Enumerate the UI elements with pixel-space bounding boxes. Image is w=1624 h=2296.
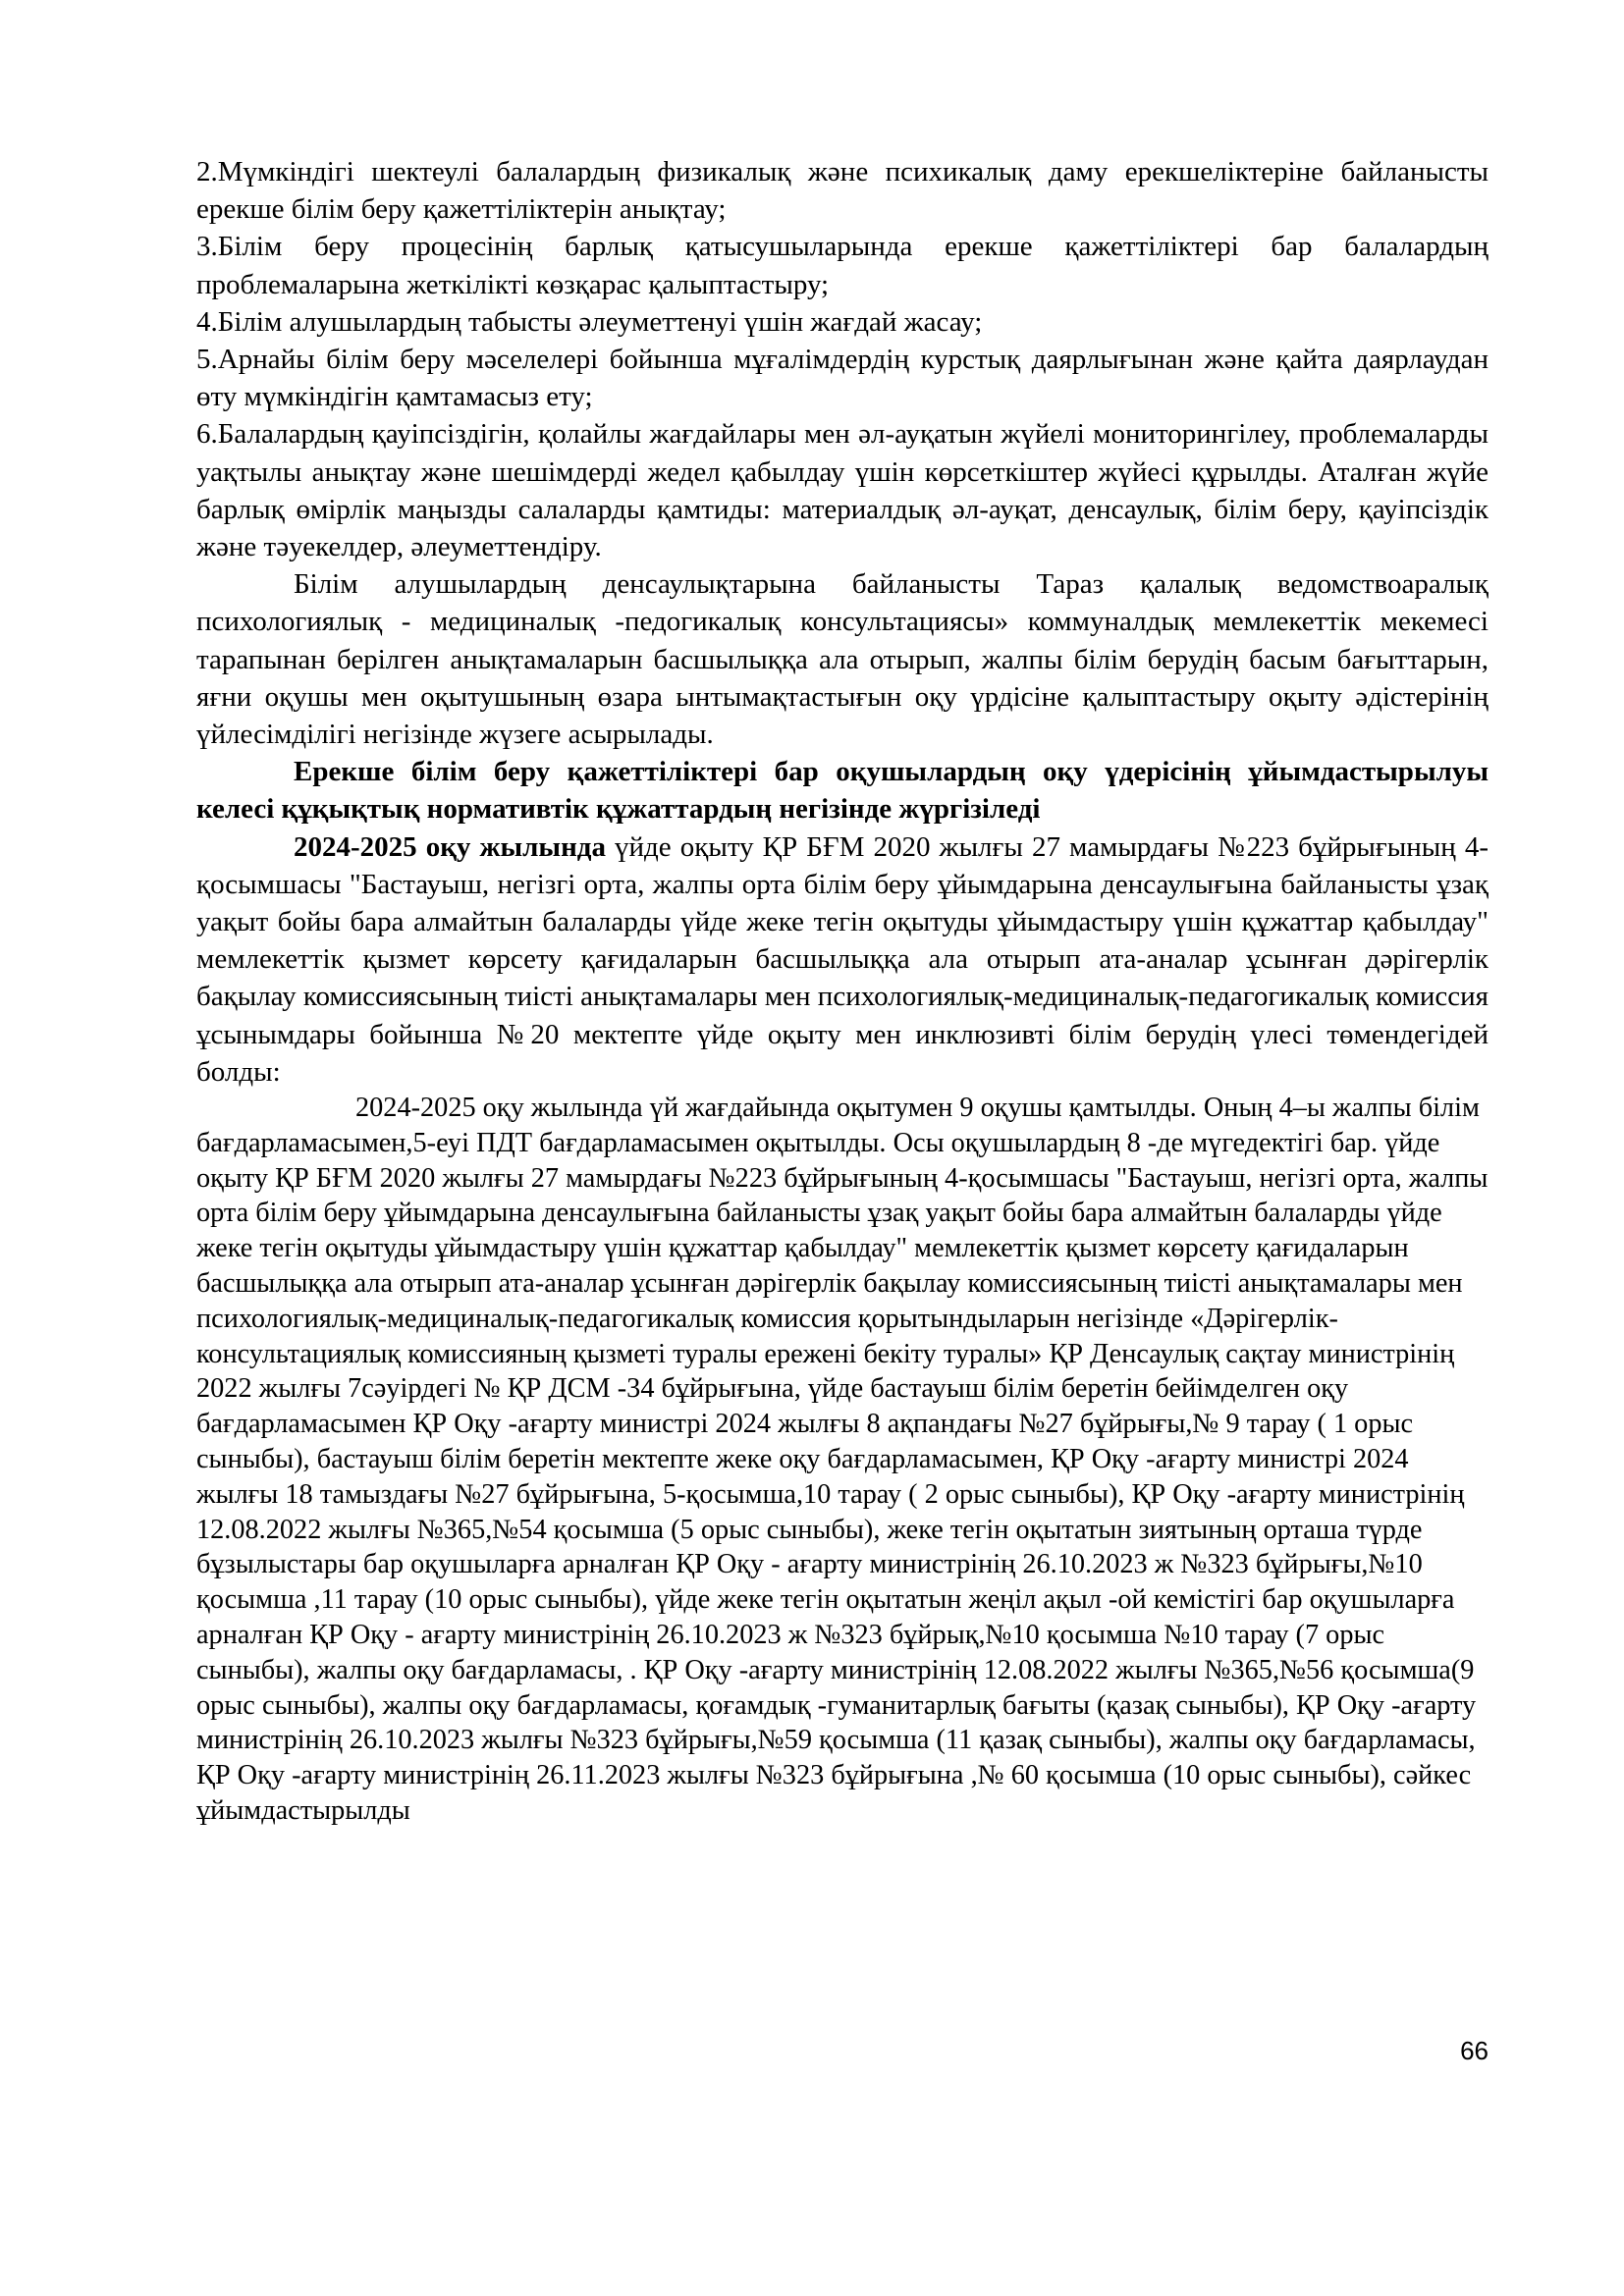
academic-year-lead: 2024-2025 оқу жылында bbox=[294, 830, 606, 863]
list-item-6: 6.Балалардың қауіпсіздігін, қолайлы жағдайлары мен әл-ауқатын жүйелі мониторингілеу, проблемаларды уақтылы анықтау және шешімдерді жедел қабылдау үшін көрсеткіштер жүйесі құрылды. Аталған жүйе барлық өмірлік маңызды салаларды қамтиды: материалдық әл-ауқат, денсаулық, білім беру, қауіпсіздік және тәуекелдер, әлеуметтендіру. bbox=[196, 418, 1489, 563]
academic-year-paragraph bbox=[196, 828, 1489, 1091]
home-schooling-detail-paragraph: 2024-2025 оқу жылында үй жағдайында оқытумен 9 оқушы қамтылды. Оның 4–ы жалпы білім бағдарламасымен,5-еуі ПДТ бағдарламасымен оқытылды. Осы оқушылардың 8 -де мүгедектігі бар. үйде оқыту ҚР БҒМ 2020 жылғы 27 мамырдағы №223 бұйрығының 4-қосымшасы "Бастауыш, негізгі орта, жалпы орта білім беру ұйымдарына денсаулығына байланысты ұзақ уақыт бойы бара алмайтын балаларды үйде жеке тегін оқытуды ұйымдастыру үшін құжаттар қабылдау" мемлекеттік қызмет көрсету қағидаларын басшылыққа ала отырып ата-аналар ұсынған дәрігерлік бақылау комиссиясының тиісті анықтамалары мен психологиялық-медициналық-педагогикалық комиссия қорытындыларын негізінде «Дәрігерлік-консультациялық комиссияның қызметі туралы ережені бекіту туралы» ҚР Денсаулық сақтау министрінің 2022 жылғы 7сәуірдегі № ҚР ДСМ -34 бұйрығына, үйде бастауыш білім беретін бейімделген оқу бағдарламасымен ҚР Оқу -ағарту министрі 2024 жылғы 8 ақпандағы №27 бұйрығы,№ 9 тарау ( 1 орыс сыныбы), бастауыш білім беретін мектепте жеке оқу бағдарламасымен, ҚР Оқу -ағарту министрі 2024 жылғы 18 тамыздағы №27 бұйрығына, 5-қосымша,10 тарау ( 2 орыс сыныбы), ҚР Оқу -ағарту министрінің 12.08.2022 жылғы №365,№54 қосымша (5 орыс сыныбы), жеке тегін оқытатын зиятының орташа түрде бұзылыстары бар оқушыларға арналған ҚР Оқу - ағарту министрінің 26.10.2023 ж №323 бұйрығы,№10 қосымша ,11 тарау (10 орыс сыныбы), үйде жеке тегін оқытатын жеңіл ақыл -ой кемістігі бар оқушыларға арналған ҚР Оқу - ағарту министрінің 26.10.2023 ж №323 бұйрық,№10 қосымша №10 тарау (7 орыс сыныбы), жалпы оқу бағдарламасы, . ҚР Оқу -ағарту министрінің 12.08.2022 жылғы №365,№56 қосымша(9 орыс сыныбы), жалпы оқу бағдарламасы, қоғамдық -гуманитарлық бағыты (қазақ сыныбы), ҚР Оқу -ағарту министрінің 26.10.2023 жылғы №323 бұйрығы,№59 қосымша (11 қазақ сыныбы), жалпы оқу бағдарламасы, ҚР Оқу -ағарту министрінің 26.11.2023 жылғы №323 бұйрығына ,№ 60 қосымша (10 орыс сыныбы), сәйкес ұйымдастырылды bbox=[196, 1093, 1489, 1827]
section-heading: Ерекше білім беру қажеттіліктері бар оқушылардың оқу үдерісінің ұйымдастырылуы келесі құқықтық нормативтік құжаттардың негізінде жүргізіледі bbox=[196, 756, 1489, 826]
list-item-2: 2.Мүмкіндігі шектеулі балалардың физикалық және психикалық даму ерекшеліктеріне байланысты ерекше білім беру қажеттіліктерін анықтау; bbox=[196, 156, 1489, 226]
academic-year-text: үйде оқыту ҚР БҒМ 2020 жылғы 27 мамырдағы №223 бұйрығының 4-қосымшасы "Бастауыш, негізгі орта, жалпы орта білім беру ұйымдарына денсаулығына байланысты ұзақ уақыт бойы бара алмайтын балаларды үйде жеке тегін оқытуды ұйымдастыру үшін құжаттар қабылдау" мемлекеттік қызмет көрсету қағидаларын басшылыққа ала отырып ата-аналар ұсынған дәрігерлік бақылау комиссиясының тиісті анықтамалары мен психологиялық-медициналық-педагогикалық комиссия ұсынымдары бойынша №20 мектепте үйде оқыту мен инклюзивті білім берудің үлесі төмендегідей болды: bbox=[196, 830, 1489, 1088]
text-column bbox=[196, 153, 1489, 1829]
consultation-paragraph: Білім алушылардың денсаулықтарына байланысты Тараз қалалық ведомствоаралық психологиялық - медициналық -педогикалық консультациясы» коммуналдық мемлекеттік мекемесі тарапынан берілген анықтамаларын басшылыққа ала отырып, жалпы білім берудің басым бағыттарын, яғни оқушы мен оқытушының өзара ынтымақтастығын оқу үрдісіне қалыптастыру оқыту әдістерінің үйлесімділігі негізінде жүзеге асырылады. bbox=[196, 568, 1489, 751]
page-number: 66 bbox=[1460, 2036, 1489, 2065]
list-item-3: 3.Білім беру процесінің барлық қатысушыларында ерекше қажеттіліктері бар балалардың проблемаларына жеткілікті көзқарас қалыптастыру; bbox=[196, 231, 1489, 300]
list-item-5: 5.Арнайы білім беру мәселелері бойынша мұғалімдердің курстық даярлығынан және қайта даярлаудан өту мүмкіндігін қамтамасыз ету; bbox=[196, 344, 1489, 413]
list-item-4: 4.Білім алушылардың табысты әлеуметтенуі үшін жағдай жасау; bbox=[196, 305, 983, 338]
